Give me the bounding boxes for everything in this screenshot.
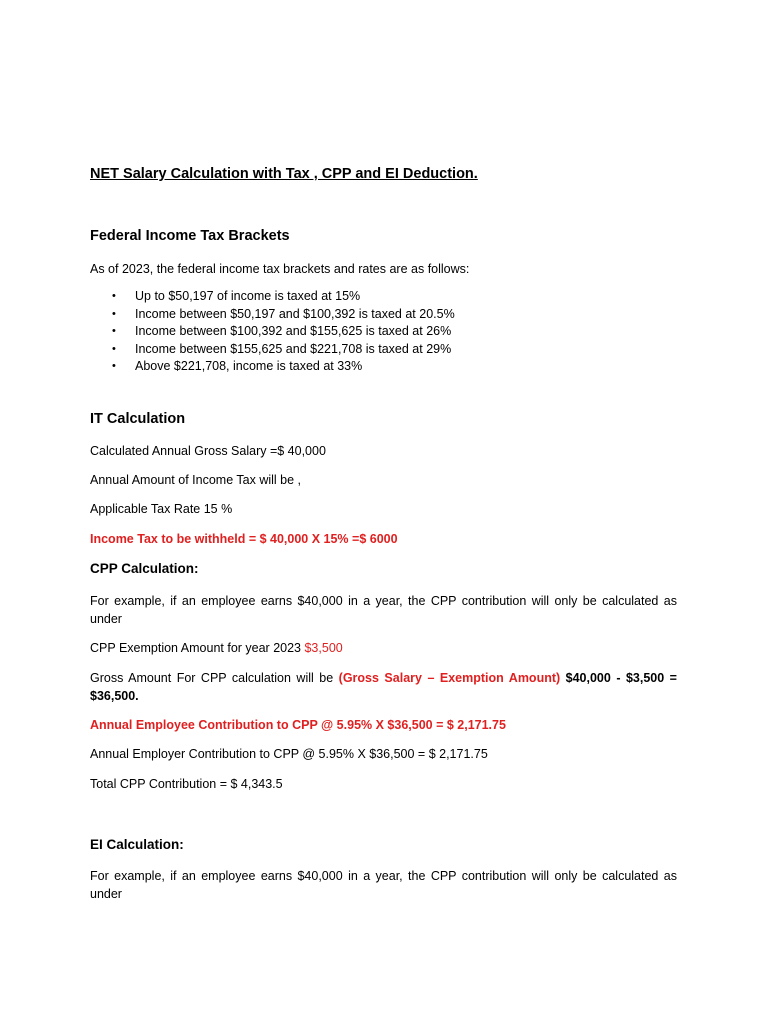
- cpp-gross-amount-paragraph: [90, 669, 677, 705]
- ei-calculation-heading: EI Calculation:: [90, 837, 184, 852]
- cpp-exemption-line: [90, 639, 677, 657]
- cpp-example-paragraph: For example, if an employee earns $40,000 in a year, the CPP contribution will only be calculated as under: [90, 594, 677, 626]
- bracket-text: Income between $155,625 and $221,708 is taxed at 29%: [135, 341, 452, 356]
- bullet-icon: •: [112, 342, 116, 355]
- bracket-text: Above $221,708, income is taxed at 33%: [135, 359, 363, 373]
- bracket-text: Up to $50,197 of income is taxed at 15%: [135, 289, 361, 303]
- tax-brackets-list: [90, 288, 677, 376]
- cpp-exemption-label: CPP Exemption Amount for year 2023: [90, 641, 305, 655]
- cpp-calculation-heading: CPP Calculation:: [90, 561, 199, 576]
- document-title: NET Salary Calculation with Tax , CPP and EI Deduction.: [90, 166, 478, 182]
- bullet-icon: •: [112, 360, 116, 372]
- bullet-icon: •: [112, 307, 116, 320]
- cpp-gross-formula: (Gross Salary – Exemption Amount): [338, 671, 561, 685]
- employer-cpp-contribution: Annual Employer Contribution to CPP @ 5.95% X $36,500 = $ 2,171.75: [90, 747, 488, 761]
- employee-cpp-contribution: Annual Employee Contribution to CPP @ 5.95% X $36,500 = $ 2,171.75: [90, 718, 506, 732]
- list-item: [90, 358, 677, 376]
- list-item: [90, 288, 677, 306]
- ei-example-paragraph: For example, if an employee earns $40,000 in a year, the CPP contribution will only be calculated as under: [90, 869, 677, 901]
- bracket-text: Income between $50,197 and $100,392 is taxed at 20.5%: [135, 306, 455, 321]
- annual-gross-salary: Calculated Annual Gross Salary =$ 40,000: [90, 444, 326, 458]
- list-item: [90, 341, 677, 359]
- cpp-exemption-value: $3,500: [304, 641, 343, 655]
- applicable-tax-rate: Applicable Tax Rate 15 %: [90, 502, 233, 516]
- it-calculation-heading: IT Calculation: [90, 411, 186, 427]
- bullet-icon: •: [112, 290, 116, 302]
- income-tax-withheld: Income Tax to be withheld = $ 40,000 X 15% =$ 6000: [90, 532, 398, 546]
- bracket-text: Income between $100,392 and $155,625 is taxed at 26%: [135, 324, 452, 338]
- bullet-icon: •: [112, 325, 116, 337]
- total-cpp-contribution: Total CPP Contribution = $ 4,343.5: [90, 777, 283, 791]
- annual-income-tax-line: Annual Amount of Income Tax will be ,: [90, 473, 301, 487]
- list-item: [90, 306, 677, 324]
- federal-brackets-heading: Federal Income Tax Brackets: [90, 228, 290, 244]
- cpp-gross-prefix: Gross Amount For CPP calculation will be: [90, 671, 339, 685]
- federal-brackets-intro: As of 2023, the federal income tax brackets and rates are as follows:: [90, 262, 470, 276]
- cpp-gross-result: $40,000 - $3,500 = $36,500.: [90, 671, 677, 703]
- list-item: [90, 323, 677, 341]
